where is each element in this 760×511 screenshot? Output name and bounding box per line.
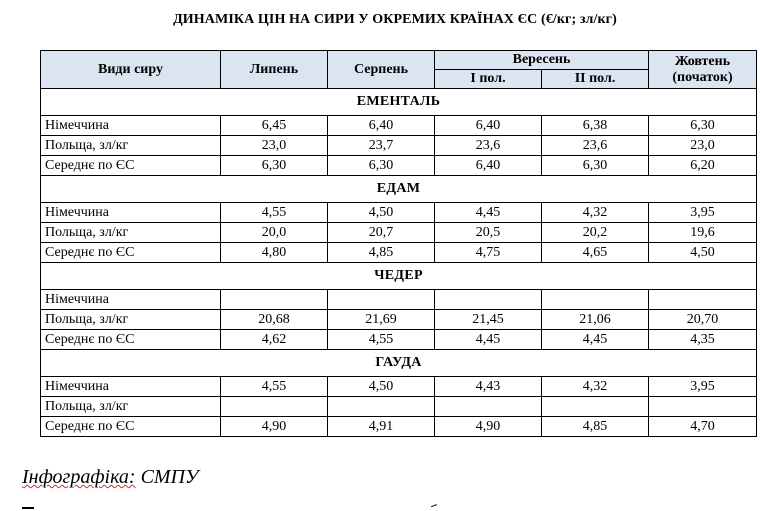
table-row (41, 136, 757, 156)
price-cell: 21,69 (328, 310, 435, 330)
row-label: Середнє по ЄС (41, 243, 221, 263)
cheese-prices-table (40, 50, 757, 437)
price-cell: 4,45 (542, 330, 649, 350)
price-cell (542, 397, 649, 417)
price-cell: 6,40 (435, 116, 542, 136)
section-title: ГАУДА (41, 350, 757, 377)
price-cell: 4,50 (328, 203, 435, 223)
table-row (41, 116, 757, 136)
price-cell (435, 290, 542, 310)
price-cell (221, 290, 328, 310)
table-row (41, 377, 757, 397)
table-row (41, 330, 757, 350)
price-cell: 6,40 (328, 116, 435, 136)
price-cell: 21,06 (542, 310, 649, 330)
price-cell: 6,20 (649, 156, 757, 176)
row-label: Польща, зл/кг (41, 397, 221, 417)
price-cell: 21,45 (435, 310, 542, 330)
price-cell: 20,0 (221, 223, 328, 243)
price-cell: 4,32 (542, 203, 649, 223)
section-title: ЕМЕНТАЛЬ (41, 89, 757, 116)
header-september: Вересень (435, 51, 649, 70)
table-row (41, 223, 757, 243)
price-cell (328, 290, 435, 310)
table-row (41, 203, 757, 223)
price-cell: 23,7 (328, 136, 435, 156)
section-title: ЕДАМ (41, 176, 757, 203)
row-label: Німеччина (41, 203, 221, 223)
price-cell: 20,5 (435, 223, 542, 243)
price-cell: 4,35 (649, 330, 757, 350)
price-cell: 4,90 (221, 417, 328, 437)
price-cell: 20,70 (649, 310, 757, 330)
price-cell: 20,68 (221, 310, 328, 330)
price-cell: 6,30 (649, 116, 757, 136)
table-body (41, 89, 757, 437)
price-cell: 4,70 (649, 417, 757, 437)
price-cell: 4,91 (328, 417, 435, 437)
header-september-half1: І пол. (435, 70, 542, 89)
header-cheese-type: Види сиру (41, 51, 221, 89)
table-row (41, 397, 757, 417)
price-cell (542, 290, 649, 310)
header-october-line1: Жовтень (674, 53, 731, 69)
cut-off-text-line (22, 504, 442, 511)
price-cell: 4,55 (221, 377, 328, 397)
price-cell: 4,55 (328, 330, 435, 350)
price-cell: 23,6 (542, 136, 649, 156)
table-row (41, 290, 757, 310)
price-cell: 23,0 (649, 136, 757, 156)
price-cell (649, 397, 757, 417)
section-row (41, 350, 757, 377)
price-cell: 3,95 (649, 377, 757, 397)
price-cell: 6,30 (221, 156, 328, 176)
price-cell: 20,2 (542, 223, 649, 243)
price-cell: 6,45 (221, 116, 328, 136)
row-label: Середнє по ЄС (41, 417, 221, 437)
row-label: Німеччина (41, 290, 221, 310)
price-cell: 4,75 (435, 243, 542, 263)
price-cell: 4,62 (221, 330, 328, 350)
price-cell: 6,38 (542, 116, 649, 136)
price-cell: 6,40 (435, 156, 542, 176)
price-cell: 6,30 (542, 156, 649, 176)
row-label: Польща, зл/кг (41, 136, 221, 156)
price-cell (649, 290, 757, 310)
table-row (41, 156, 757, 176)
header-october (649, 51, 757, 89)
section-title: ЧЕДЕР (41, 263, 757, 290)
row-label: Німеччина (41, 377, 221, 397)
infographic-caption (22, 466, 199, 489)
price-cell: 4,45 (435, 330, 542, 350)
row-label: Німеччина (41, 116, 221, 136)
price-cell: 4,65 (542, 243, 649, 263)
price-cell: 4,50 (649, 243, 757, 263)
row-label: Польща, зл/кг (41, 223, 221, 243)
header-august: Серпень (328, 51, 435, 89)
row-label: Середнє по ЄС (41, 156, 221, 176)
price-cell (435, 397, 542, 417)
price-cell: 3,95 (649, 203, 757, 223)
price-cell: 4,90 (435, 417, 542, 437)
section-row (41, 263, 757, 290)
caption-source: СМПУ (140, 466, 199, 488)
price-cell (221, 397, 328, 417)
price-cell: 6,30 (328, 156, 435, 176)
price-cell: 23,0 (221, 136, 328, 156)
price-cell: 19,6 (649, 223, 757, 243)
price-cell: 20,7 (328, 223, 435, 243)
price-cell: 4,80 (221, 243, 328, 263)
section-row (41, 176, 757, 203)
table-title: ДИНАМІКА ЦІН НА СИРИ У ОКРЕМИХ КРАЇНАХ ЄС (€/кг; зл/кг) (173, 12, 617, 27)
price-cell: 4,85 (328, 243, 435, 263)
header-october-line2: (початок) (672, 69, 733, 85)
price-cell: 4,43 (435, 377, 542, 397)
price-cell: 23,6 (435, 136, 542, 156)
table-row (41, 417, 757, 437)
price-cell: 4,55 (221, 203, 328, 223)
header-july: Липень (221, 51, 328, 89)
section-row (41, 89, 757, 116)
price-cell: 4,32 (542, 377, 649, 397)
row-label: Польща, зл/кг (41, 310, 221, 330)
price-cell: 4,85 (542, 417, 649, 437)
price-cell: 4,50 (328, 377, 435, 397)
header-september-half2: ІІ пол. (542, 70, 649, 89)
table-row (41, 310, 757, 330)
price-cell (328, 397, 435, 417)
row-label: Середнє по ЄС (41, 330, 221, 350)
caption-prefix: Інфографіка: (22, 466, 136, 488)
table-row (41, 243, 757, 263)
price-cell: 4,45 (435, 203, 542, 223)
